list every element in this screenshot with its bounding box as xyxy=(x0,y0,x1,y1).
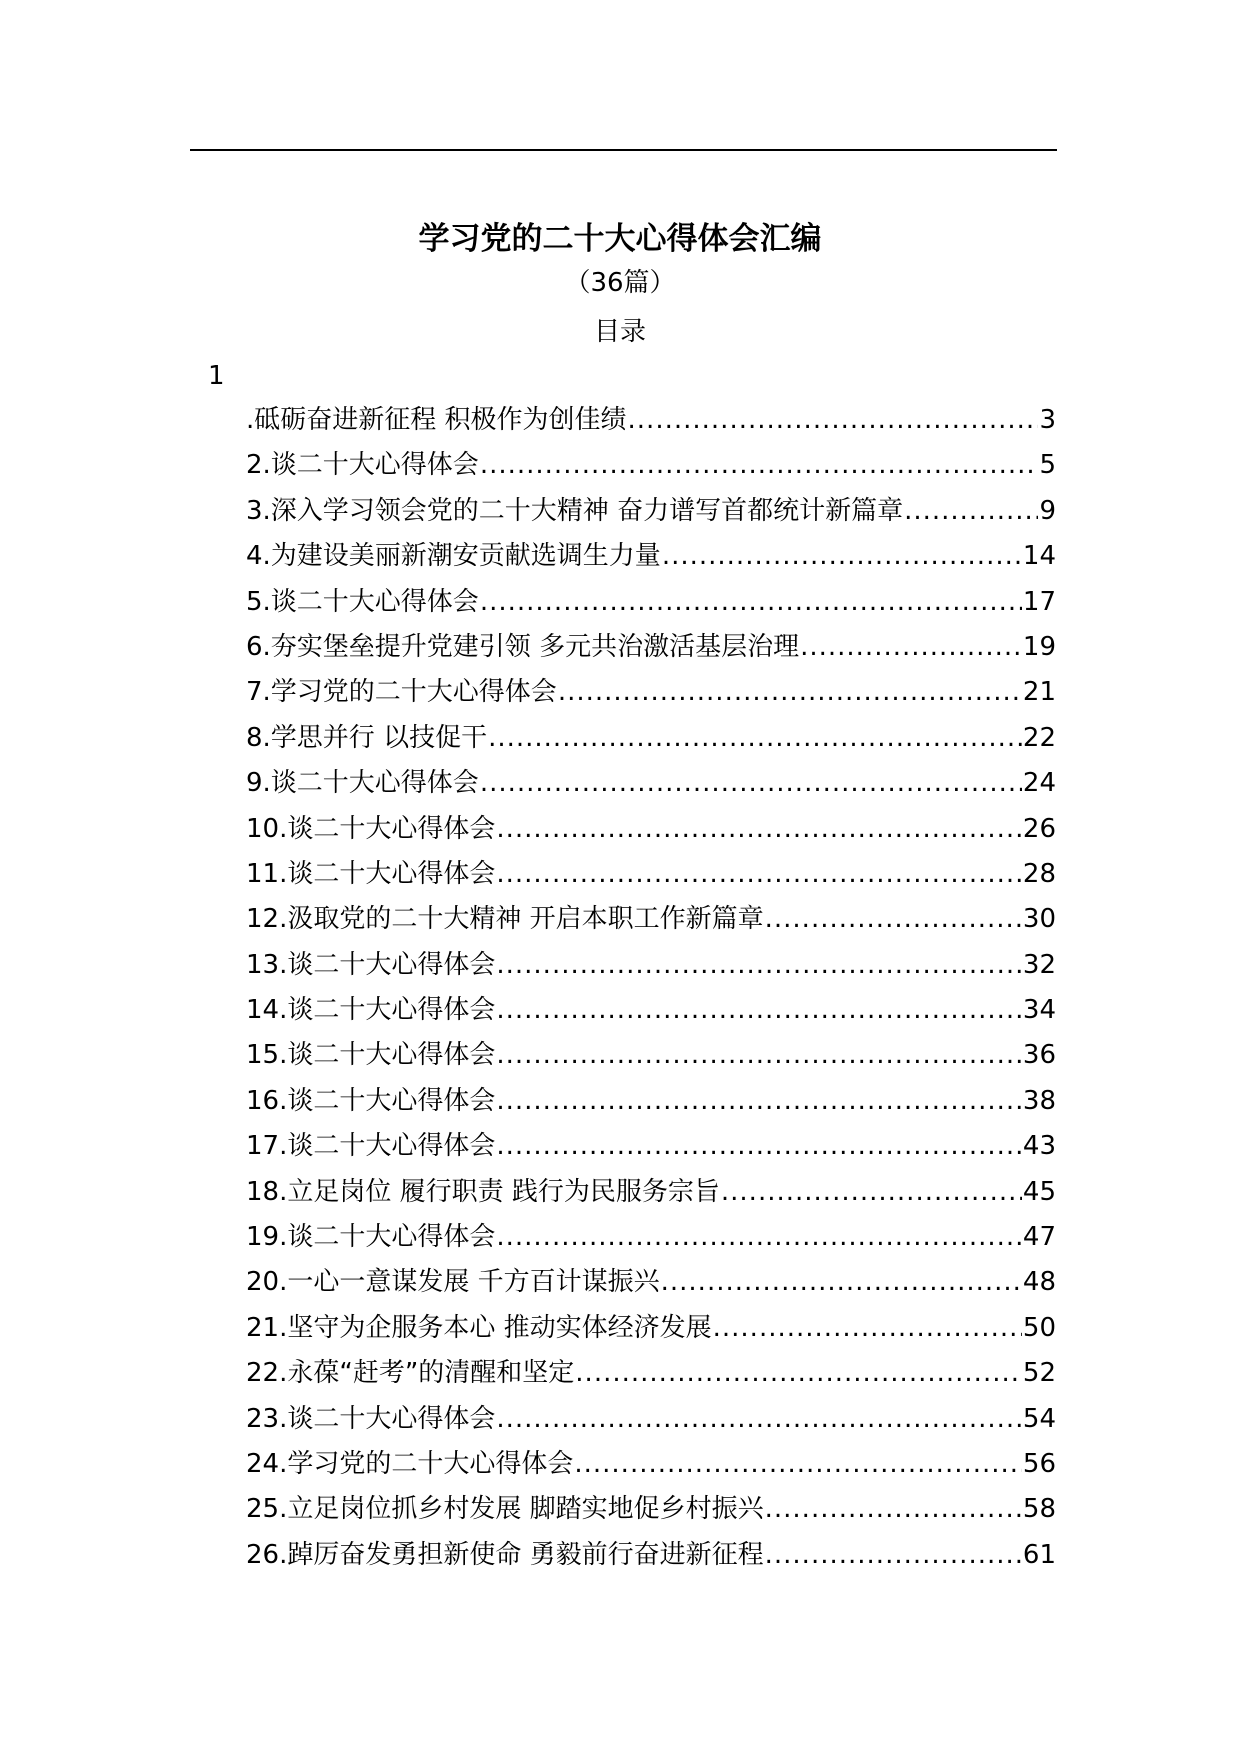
toc-dot-leader xyxy=(496,947,1022,983)
toc-entry-page-number: 21 xyxy=(1022,677,1056,708)
toc-entry-page-number: 9 xyxy=(1039,495,1056,526)
toc-entry[interactable] xyxy=(246,1491,1056,1536)
toc-entry-page-number: 17 xyxy=(1022,586,1056,617)
toc-entry-page-number: 36 xyxy=(1022,1040,1056,1071)
toc-entry-page-number: 32 xyxy=(1022,949,1056,980)
toc-entry[interactable] xyxy=(246,1401,1056,1446)
toc-entry-title: 13.谈二十大心得体会 xyxy=(246,949,496,980)
toc-entry-page-number: 52 xyxy=(1022,1358,1056,1389)
toc-dot-leader xyxy=(662,538,1022,574)
toc-entry-title: 9.谈二十大心得体会 xyxy=(246,768,479,799)
toc-entry-page-number: 56 xyxy=(1022,1448,1056,1479)
toc-entry-page-number: 3 xyxy=(1039,405,1056,435)
toc-entry[interactable] xyxy=(246,1174,1056,1219)
toc-entry-title: 14.谈二十大心得体会 xyxy=(246,995,496,1026)
toc-dot-leader xyxy=(480,447,1039,483)
toc-dot-leader xyxy=(713,1310,1022,1346)
toc-dot-leader xyxy=(496,856,1022,892)
toc-dot-leader xyxy=(628,402,1039,438)
toc-entry-title: 11.谈二十大心得体会 xyxy=(246,858,496,889)
toc-entry[interactable] xyxy=(246,765,1056,810)
toc-entry[interactable] xyxy=(246,720,1056,765)
toc-entry-title: 2.谈二十大心得体会 xyxy=(246,450,479,481)
toc-dot-leader xyxy=(661,1264,1022,1300)
toc-entry-page-number: 28 xyxy=(1022,858,1056,889)
toc-entry-page-number: 30 xyxy=(1022,904,1056,935)
toc-entry-page-number: 19 xyxy=(1022,631,1056,662)
toc-entry-title: 12.汲取党的二十大精神 开启本职工作新篇章 xyxy=(246,904,764,935)
toc-dot-leader xyxy=(765,1491,1022,1527)
toc-dot-leader xyxy=(574,1446,1022,1482)
toc-entry-page-number: 14 xyxy=(1022,541,1056,572)
toc-entry-page-number: 43 xyxy=(1022,1131,1056,1162)
toc-entry[interactable] xyxy=(246,674,1056,719)
toc-entry-page-number: 45 xyxy=(1022,1176,1056,1207)
toc-entry-title: 6.夯实堡垒提升党建引领 多元共治激活基层治理 xyxy=(246,631,800,662)
toc-entry-page-number: 47 xyxy=(1022,1222,1056,1253)
toc-entry-title: 24.学习党的二十大心得体会 xyxy=(246,1448,574,1479)
toc-entry[interactable] xyxy=(246,1083,1056,1128)
toc-dot-leader xyxy=(488,720,1022,756)
toc-entry-title: 16.谈二十大心得体会 xyxy=(246,1085,496,1116)
toc-dot-leader xyxy=(496,1083,1022,1119)
toc-entry[interactable] xyxy=(246,1446,1056,1491)
toc-number-1: 1 xyxy=(208,361,225,391)
toc-entry-title: 18.立足岗位 履行职责 践行为民服务宗旨 xyxy=(246,1176,720,1207)
toc-entry-page-number: 34 xyxy=(1022,995,1056,1026)
toc-entry[interactable] xyxy=(246,811,1056,856)
toc-dot-leader xyxy=(558,674,1022,710)
toc-entry-title: 17.谈二十大心得体会 xyxy=(246,1131,496,1162)
toc-entry-title: 10.谈二十大心得体会 xyxy=(246,813,496,844)
toc-entry[interactable] xyxy=(246,402,1056,447)
toc-entry-title: 22.永葆“赶考”的清醒和坚定 xyxy=(246,1358,575,1389)
toc-entry-title: 26.踔厉奋发勇担新使命 勇毅前行奋进新征程 xyxy=(246,1539,764,1570)
toc-entry[interactable] xyxy=(246,1128,1056,1173)
toc-entry-page-number: 61 xyxy=(1022,1539,1056,1570)
toc-dot-leader xyxy=(496,1037,1022,1073)
toc-entry[interactable] xyxy=(246,1537,1056,1582)
toc-entry-title: 20.一心一意谋发展 千方百计谋振兴 xyxy=(246,1267,660,1298)
toc-heading: 目录 xyxy=(593,317,646,347)
toc-entry-title: .砥砺奋进新征程 积极作为创佳绩 xyxy=(246,405,627,435)
toc-entry[interactable] xyxy=(246,447,1056,492)
toc-entry[interactable] xyxy=(246,538,1056,583)
toc-entry-title: 19.谈二十大心得体会 xyxy=(246,1222,496,1253)
document-subtitle: （36篇） xyxy=(564,268,676,298)
toc-entry-title: 23.谈二十大心得体会 xyxy=(246,1403,496,1434)
toc-entry-page-number: 5 xyxy=(1039,450,1056,481)
toc-entry-title: 15.谈二十大心得体会 xyxy=(246,1040,496,1071)
toc-entry-title: 21.坚守为企服务本心 推动实体经济发展 xyxy=(246,1312,712,1343)
toc-dot-leader xyxy=(496,811,1022,847)
toc-entry-page-number: 38 xyxy=(1022,1085,1056,1116)
table-of-contents xyxy=(246,402,1056,1582)
toc-entry-page-number: 24 xyxy=(1022,768,1056,799)
header-rule xyxy=(190,149,1057,151)
toc-entry-page-number: 50 xyxy=(1022,1312,1056,1343)
toc-dot-leader xyxy=(496,1128,1022,1164)
toc-dot-leader xyxy=(721,1174,1022,1210)
toc-dot-leader xyxy=(480,765,1022,801)
toc-dot-leader xyxy=(480,584,1022,620)
toc-entry[interactable] xyxy=(246,493,1056,538)
toc-entry[interactable] xyxy=(246,947,1056,992)
toc-dot-leader xyxy=(765,901,1022,937)
document-title: 学习党的二十大心得体会汇编 xyxy=(418,221,822,257)
toc-entry-title: 7.学习党的二十大心得体会 xyxy=(246,677,557,708)
toc-entry[interactable] xyxy=(246,1355,1056,1400)
toc-entry-page-number: 54 xyxy=(1022,1403,1056,1434)
toc-entry-title: 3.深入学习领会党的二十大精神 奋力谱写首都统计新篇章 xyxy=(246,495,904,526)
toc-entry-page-number: 48 xyxy=(1022,1267,1056,1298)
toc-dot-leader xyxy=(496,992,1022,1028)
toc-entry[interactable] xyxy=(246,1037,1056,1082)
toc-dot-leader xyxy=(496,1401,1022,1437)
toc-entry[interactable] xyxy=(246,901,1056,946)
toc-entry[interactable] xyxy=(246,1264,1056,1309)
toc-entry-page-number: 58 xyxy=(1022,1494,1056,1525)
toc-entry[interactable] xyxy=(246,1310,1056,1355)
toc-entry[interactable] xyxy=(246,856,1056,901)
toc-dot-leader xyxy=(496,1219,1022,1255)
toc-entry-title: 8.学思并行 以技促干 xyxy=(246,722,488,753)
toc-dot-leader xyxy=(765,1537,1022,1573)
toc-entry-title: 5.谈二十大心得体会 xyxy=(246,586,479,617)
toc-entry-title: 25.立足岗位抓乡村发展 脚踏实地促乡村振兴 xyxy=(246,1494,764,1525)
toc-entry-page-number: 26 xyxy=(1022,813,1056,844)
toc-entry[interactable] xyxy=(246,1219,1056,1264)
toc-entry[interactable] xyxy=(246,584,1056,629)
toc-dot-leader xyxy=(575,1355,1022,1391)
toc-entry-page-number: 22 xyxy=(1022,722,1056,753)
toc-entry[interactable] xyxy=(246,992,1056,1037)
toc-entry[interactable] xyxy=(246,629,1056,674)
toc-dot-leader xyxy=(904,493,1038,529)
toc-dot-leader xyxy=(800,629,1022,665)
toc-entry-title: 4.为建设美丽新潮安贡献选调生力量 xyxy=(246,541,661,572)
